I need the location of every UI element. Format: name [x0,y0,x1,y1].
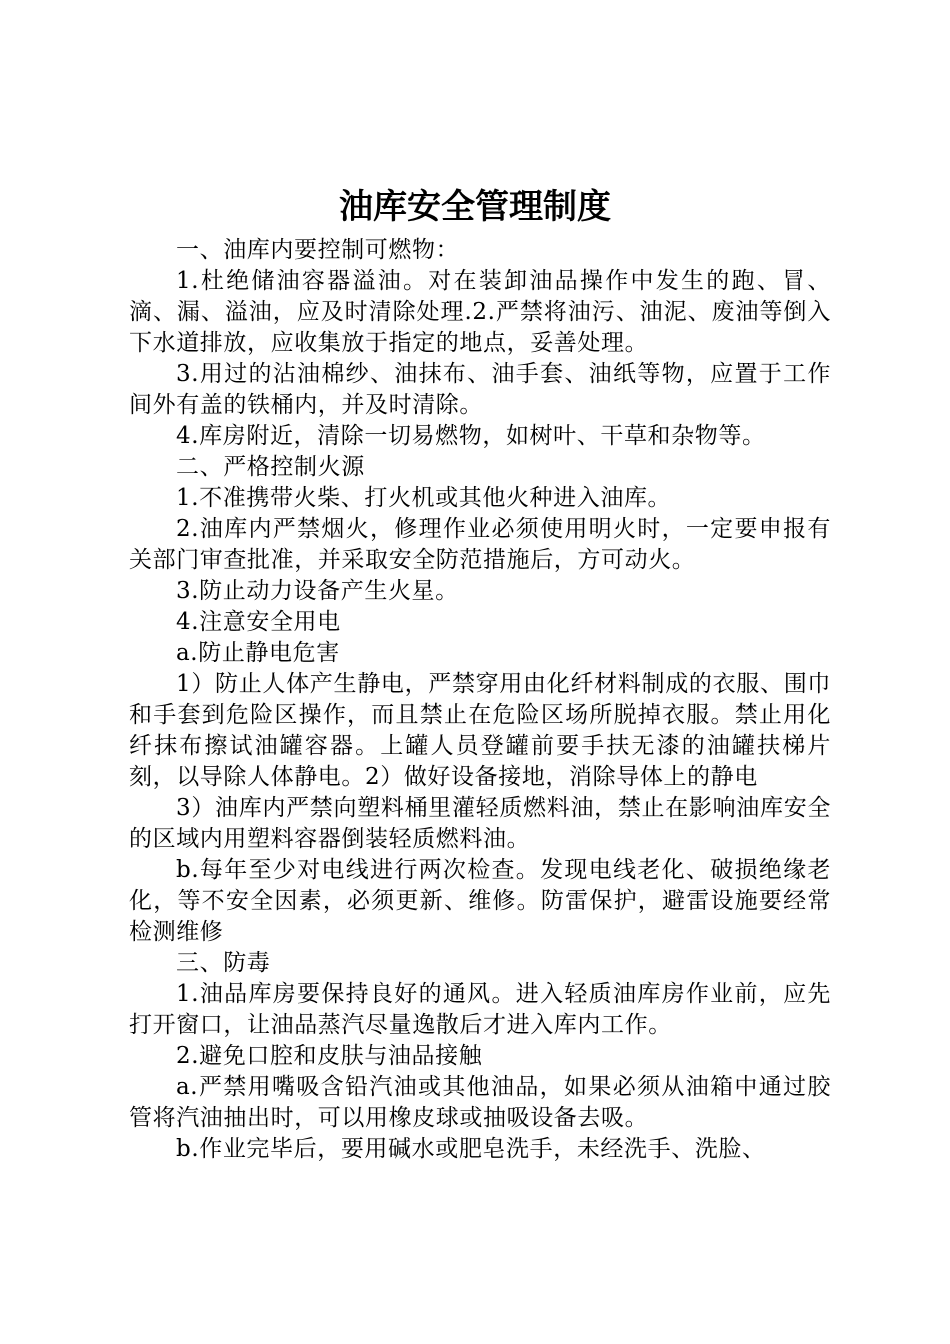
paragraph: 3）油库内严禁向塑料桶里灌轻质燃料油，禁止在影响油库安全的区域内用塑料容器倒装轻质燃料油。 [129,795,831,852]
paragraph: 2.避免口腔和皮肤与油品接触 [176,1043,483,1069]
document-title: 油库安全管理制度 [339,187,611,227]
paragraph: 1.油品库房要保持良好的通风。进入轻质油库房作业前，应先打开窗口，让油品蒸汽尽量逸散后才进入库内工作。 [129,981,831,1038]
document-body [129,235,831,1165]
paragraph: b.作业完毕后，要用碱水或肥皂洗手，未经洗手、洗脸、 [176,1136,766,1162]
paragraph: 3.防止动力设备产生火星。 [176,578,459,604]
paragraph: 4.库房附近，清除一切易燃物，如树叶、干草和杂物等。 [176,423,766,449]
paragraph: b.每年至少对电线进行两次检查。发现电线老化、破损绝缘老化，等不安全因素，必须更新、维修。防雷保护，避雷设施要经常检测维修 [129,857,831,945]
paragraph: 3.用过的沾油棉纱、油抹布、油手套、油纸等物，应置于工作间外有盖的铁桶内，并及时清除。 [129,361,831,418]
paragraph: 一、油库内要控制可燃物： [176,237,460,263]
paragraph: 三、防毒 [176,950,271,976]
paragraph: 1.杜绝储油容器溢油。对在装卸油品操作中发生的跑、冒、滴、漏、溢油，应及时清除处理.2.严禁将油污、油泥、废油等倒入下水道排放，应收集放于指定的地点，妥善处理。 [129,268,831,356]
paragraph: 二、严格控制火源 [176,454,365,480]
paragraph: a.严禁用嘴吸含铅汽油或其他油品，如果必须从油箱中通过胶管将汽油抽出时，可以用橡皮球或抽吸设备去吸。 [129,1074,831,1131]
paragraph: 2.油库内严禁烟火，修理作业必须使用明火时，一定要申报有关部门审查批准，并采取安全防范措施后，方可动火。 [129,516,831,573]
paragraph: 1）防止人体产生静电，严禁穿用由化纤材料制成的衣服、围巾和手套到危险区操作，而且禁止在危险区场所脱掉衣服。禁止用化纤抹布擦试油罐容器。上罐人员登罐前要手扶无漆的油罐扶梯片刻，以导除人体静电。2）做好设备接地，消除导体上的静电 [129,671,831,790]
paragraph: a.防止静电危害 [176,640,340,666]
paragraph: 1.不准携带火柴、打火机或其他火种进入油库。 [176,485,672,511]
paragraph: 4.注意安全用电 [176,609,341,635]
